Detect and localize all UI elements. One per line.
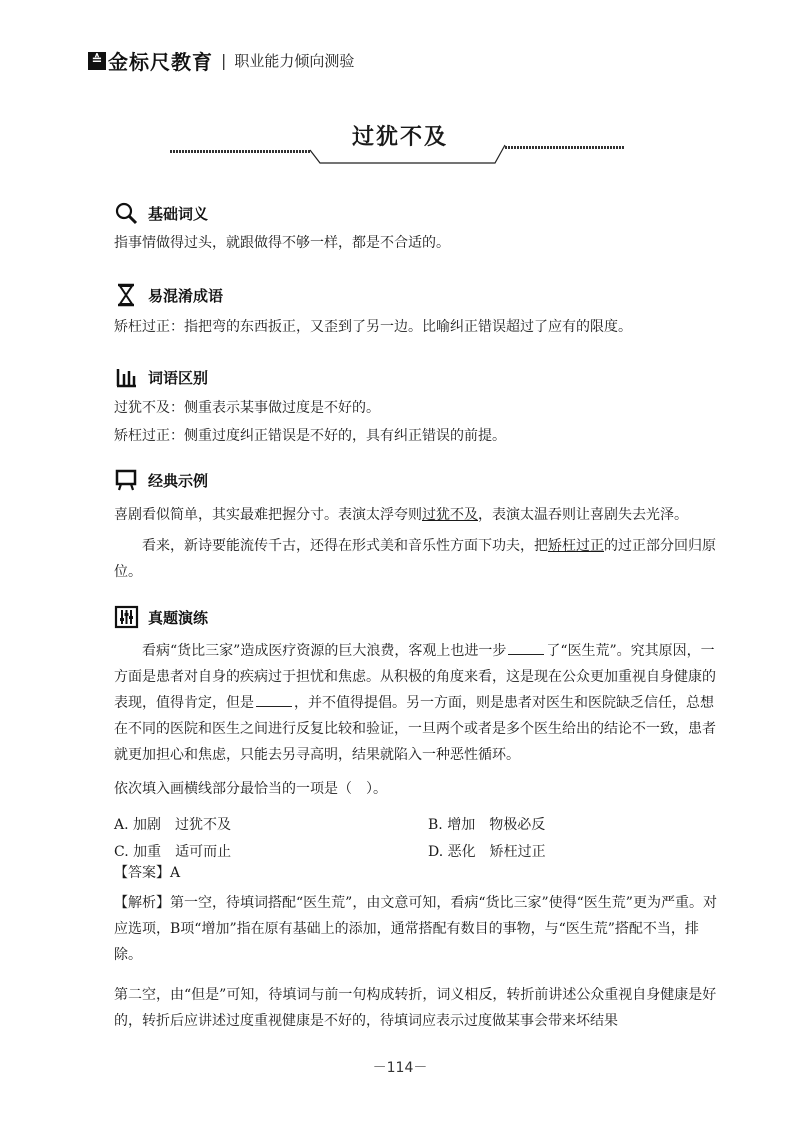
question-part-1: 看病“货比三家”造成医疗资源的巨大浪费，客观上也进一步 (142, 643, 507, 659)
example-1-underlined: 过犹不及 (422, 507, 478, 523)
magnifier-icon (114, 201, 140, 225)
hourglass-icon (114, 283, 140, 307)
option-c: C. 加重 适可而止 (114, 844, 232, 860)
page-title: 过犹不及 (351, 124, 448, 150)
page-number: －114－ (372, 1060, 428, 1076)
example-2-underlined: 矫枉过正 (548, 538, 604, 554)
section-heading-label: 真题演练 (148, 608, 209, 627)
example-2 (114, 533, 724, 585)
question-part-2: 了“医生荒”。究其原因，一方面是患者对自身的疾病过于担忧和焦虑。从积极的角度来看，这是现在公众更加重视自身健康的表现，值得肯定，但是 (114, 643, 716, 711)
example-2-part-b: 的过正部分回归原位。 (114, 538, 716, 580)
option-a: A. 加剧 过犹不及 (114, 817, 232, 833)
fill-blank-1 (508, 640, 544, 655)
example-1-part-a: 喜剧看似简单，其实最难把握分寸。表演太浮夸则 (114, 507, 422, 523)
difference-line-1: 过犹不及：侧重表示某事做过度是不好的。 (114, 400, 380, 416)
example-1 (114, 502, 744, 528)
brand-logo-icon: ≙ (88, 52, 106, 70)
section-heading-label: 词语区别 (148, 368, 209, 387)
section-basic-heading (114, 200, 208, 226)
example-1-part-b: ，表演太温吞则让喜剧失去光泽。 (478, 507, 688, 523)
section-heading-label: 经典示例 (148, 471, 209, 490)
answer-label: 【答案】A (114, 865, 181, 881)
basic-meaning-text: 指事情做得过头，就跟做得不够一样，都是不合适的。 (114, 235, 450, 251)
difference-line-2: 矫枉过正：侧重过度纠正错误是不好的，具有纠正错误的前提。 (114, 428, 506, 444)
example-2-part-a: 看来，新诗要能流传千古，还得在形式美和音乐性方面下功夫，把 (142, 538, 548, 554)
brand-name: 金标尺教育 (108, 50, 213, 74)
bar-chart-icon (114, 365, 140, 389)
section-practice-heading (114, 604, 208, 630)
analysis-paragraph-1: 【解析】第一空，待填词搭配“医生荒”，由文意可知，看病“货比三家”使得“医生荒”更为严重。对应选项，B项“增加”指在原有基础上的添加，通常搭配有数目的事物，与“医生荒”搭配不当，排除。 (114, 895, 717, 963)
section-heading-label: 基础词义 (148, 204, 209, 223)
sliders-icon (114, 605, 140, 629)
option-b: B. 增加 物极必反 (428, 817, 546, 833)
section-difference-heading (114, 364, 208, 390)
fill-blank-2 (256, 692, 292, 707)
brand-subtitle: 职业能力倾向测验 (234, 52, 355, 70)
easel-icon (114, 468, 140, 492)
section-confusable-heading (114, 282, 223, 308)
brand-header (88, 46, 354, 75)
section-example-heading (114, 467, 208, 493)
question-part-3: ，并不值得提倡。另一方面，则是患者对医生和医院缺乏信任，总想在不同的医院和医生之间进行反复比较和验证，一旦两个或者是多个医生给出的结论不一致，患者就更加担心和焦虑，只能去另寻高明，结果就陷入一种恶性循环。 (114, 695, 716, 763)
analysis-paragraph-2: 第二空，由“但是”可知，待填词与前一句构成转折，词义相反，转折前讲述公众重视自身健康是好的，转折后应讲述过度重视健康是不好的，待填词应表示过度做某事会带来坏结果 (114, 987, 717, 1029)
confusable-idiom-text: 矫枉过正：指把弯的东西扳正，又歪到了另一边。比喻纠正错误超过了应有的限度。 (114, 319, 632, 335)
brand-separator: | (221, 51, 227, 70)
section-heading-label: 易混淆成语 (148, 286, 224, 305)
question-stem (114, 638, 724, 768)
option-d: D. 恶化 矫枉过正 (428, 844, 546, 860)
question-prompt: 依次填入画横线部分最恰当的一项是（ ）。 (114, 781, 387, 797)
